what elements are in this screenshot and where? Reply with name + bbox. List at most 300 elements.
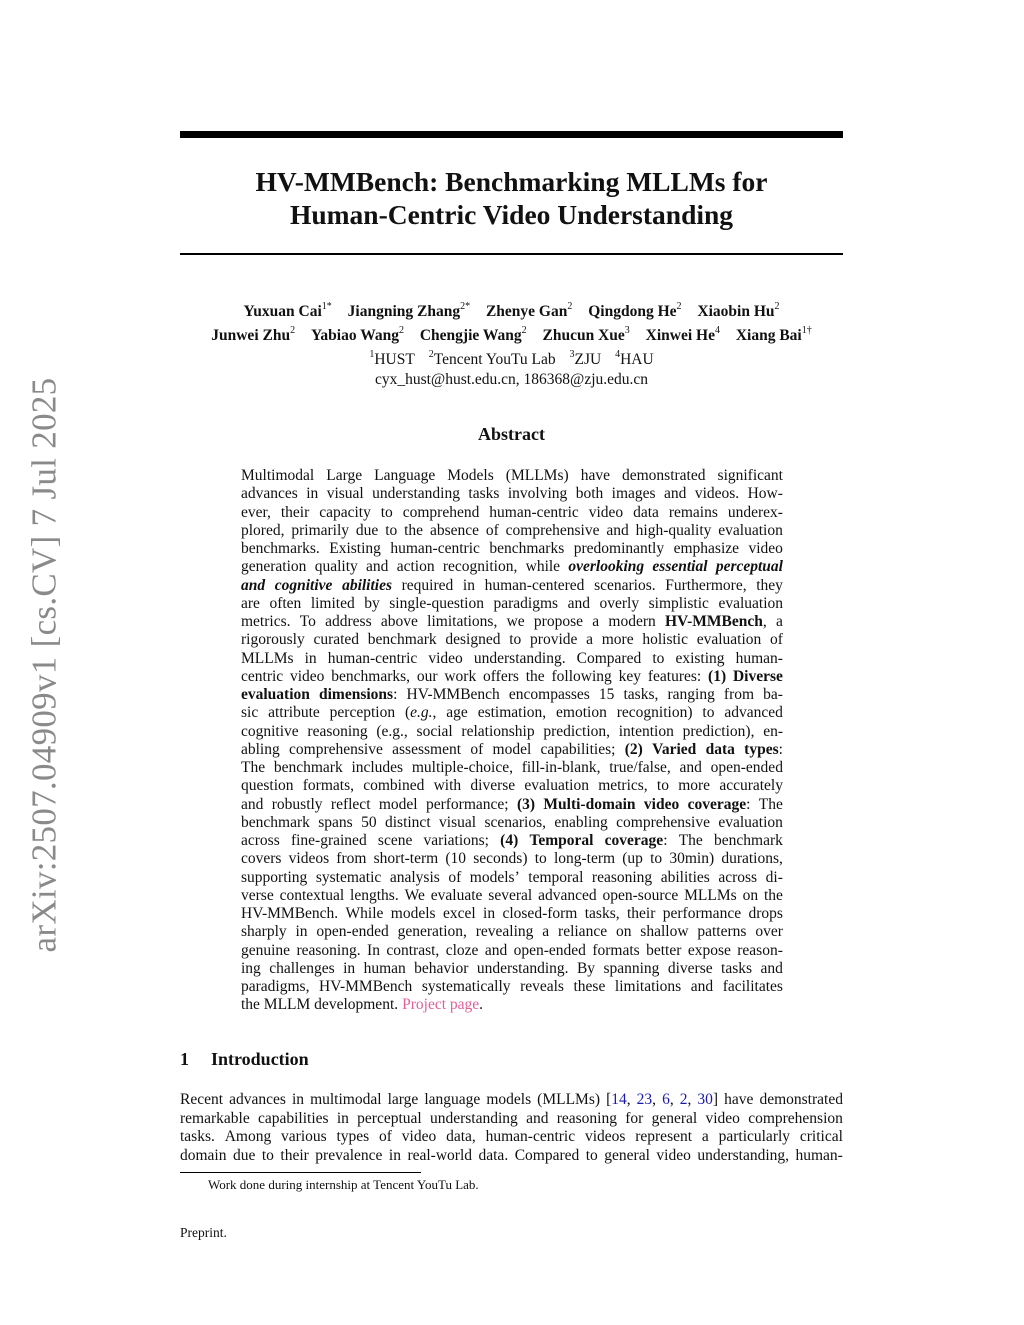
word: By — [576, 959, 596, 977]
word: performance; — [425, 795, 509, 813]
word: Models — [447, 467, 494, 484]
word: overlooking — [568, 558, 645, 576]
word: systematic — [315, 868, 382, 886]
word: emphasize — [673, 540, 740, 557]
word: reliance — [558, 923, 608, 941]
word: contrast, — [386, 941, 440, 959]
abstract-line — [241, 942, 783, 960]
word: predominantly — [573, 540, 665, 557]
word: How- — [747, 485, 783, 503]
word: scene — [377, 832, 413, 849]
word: HV-MMBench — [319, 978, 413, 995]
arxiv-identifier — [22, 377, 66, 953]
word: paradigms — [493, 594, 559, 612]
word: often — [269, 594, 302, 612]
word: durations, — [721, 850, 783, 868]
word: open-ended — [513, 941, 586, 959]
word: while — [525, 558, 561, 576]
word: a — [542, 923, 550, 941]
word: essential — [652, 558, 708, 576]
author: Qingdong He$^2$ — [588, 301, 682, 321]
word: relationship — [461, 722, 535, 740]
word: 2, — [679, 1091, 692, 1108]
word: evaluation — [524, 777, 589, 795]
word: centric — [241, 667, 284, 685]
word: (2) — [624, 740, 643, 758]
word: tasks — [721, 959, 753, 977]
word: short-term — [373, 850, 439, 868]
word: are — [241, 594, 260, 612]
abstract-line — [241, 796, 783, 814]
word: video — [428, 649, 463, 667]
word: evaluation — [718, 813, 783, 831]
word: tasks — [468, 485, 500, 503]
word: understanding. — [476, 959, 569, 977]
word: critical — [799, 1128, 843, 1145]
word: and — [484, 941, 508, 959]
word: videos — [288, 850, 330, 868]
author-row-1 — [150, 298, 873, 322]
word: (1) — [708, 667, 727, 685]
word: comprehension — [748, 1109, 843, 1127]
word: encompasses — [508, 686, 590, 703]
word: evaluation — [718, 594, 783, 612]
word: remains — [668, 503, 718, 521]
footnote: Work done during internship at Tencent YouTu Lab. — [208, 1177, 479, 1192]
word: their — [280, 503, 310, 521]
word: underex- — [727, 503, 783, 521]
word: capacity — [319, 503, 371, 521]
word: human- — [795, 1146, 843, 1164]
title-line: HV-MMBench: Benchmarking MLLMs for — [255, 166, 768, 197]
word: data — [633, 503, 659, 521]
word: advanced — [538, 886, 597, 904]
word: visual — [326, 485, 364, 503]
word: data. — [478, 1146, 509, 1164]
word: represent — [635, 1128, 693, 1145]
word: (up — [622, 850, 643, 868]
word: images — [611, 485, 656, 503]
word: understanding — [429, 1109, 518, 1127]
word: simplistic — [648, 594, 709, 612]
word: models’ — [469, 868, 520, 886]
word: to — [702, 704, 715, 722]
word: ba- — [763, 686, 783, 703]
word: in — [306, 485, 319, 503]
word: modern — [608, 613, 656, 630]
word: multimodal — [310, 1091, 382, 1108]
word: video — [643, 795, 680, 813]
intro-line — [180, 1091, 843, 1110]
abstract-line — [241, 540, 783, 558]
word: and — [241, 576, 266, 594]
abstract-body — [241, 467, 783, 1015]
word: their — [626, 905, 656, 922]
word: intention — [618, 722, 674, 740]
abstract-line — [241, 577, 783, 595]
word: visual — [439, 813, 477, 831]
word: of — [379, 1128, 392, 1145]
word: closed-form — [502, 905, 578, 922]
word: provide — [530, 631, 578, 649]
word: abilities — [660, 868, 710, 886]
word: and — [567, 594, 590, 612]
abstract-line — [241, 613, 783, 631]
word: from — [336, 850, 367, 868]
abstract-line — [241, 905, 783, 923]
word: evaluate — [430, 886, 483, 904]
word: to — [380, 503, 393, 521]
word: ing — [241, 959, 261, 977]
word: understanding. — [473, 649, 566, 667]
word: MLLMs — [241, 649, 294, 667]
word: more — [601, 631, 634, 649]
word: fine-grained — [290, 832, 367, 849]
word: have — [724, 1091, 754, 1108]
word: in — [343, 959, 356, 977]
abstract-line — [241, 723, 783, 741]
citation-link[interactable]: 6 — [662, 1091, 670, 1108]
word: sharply — [241, 923, 287, 941]
word: en- — [763, 722, 783, 740]
word: dimensions: — [319, 686, 398, 703]
word: spans — [318, 813, 353, 831]
word: of — [485, 521, 499, 539]
word: key — [618, 667, 642, 685]
word: formats — [592, 941, 640, 959]
affiliation: $^3$ZJU — [569, 349, 602, 369]
word: to — [656, 777, 669, 795]
word: human-centric — [327, 649, 418, 667]
abstract-line — [241, 777, 783, 795]
abstract-line — [241, 558, 783, 576]
word: single-question — [389, 594, 484, 612]
abstract-line — [241, 650, 783, 668]
abstract-line — [241, 814, 783, 832]
word: (3) — [516, 795, 536, 813]
word: advances — [241, 485, 298, 503]
word: 15 — [598, 686, 615, 703]
author-block — [150, 298, 873, 390]
word: advanced — [724, 704, 783, 722]
word: comprehensive — [289, 740, 383, 758]
word: benchmark — [367, 631, 437, 649]
section-heading — [180, 1049, 309, 1070]
word: significant — [717, 467, 783, 484]
word: limitations, — [427, 613, 498, 630]
word: and — [664, 485, 687, 503]
section-title: Introduction — [211, 1049, 309, 1069]
citation-link[interactable]: 23 — [636, 1091, 653, 1108]
word: diverse — [667, 959, 713, 977]
word: to — [585, 1146, 598, 1164]
abstract-line — [241, 923, 783, 941]
word: di- — [765, 868, 783, 886]
word: comprehend — [402, 503, 480, 521]
word: metrics, — [598, 777, 648, 795]
word: advances — [229, 1091, 286, 1108]
word: model — [378, 795, 418, 813]
word: in — [483, 905, 496, 922]
word: domain — [180, 1146, 227, 1164]
word: several — [488, 886, 533, 904]
word: the — [404, 521, 424, 539]
word: 23, — [636, 1091, 657, 1108]
word: covers — [241, 850, 282, 868]
word: recognition) — [616, 704, 693, 722]
word: benchmarks, — [331, 667, 411, 685]
word: to — [534, 850, 547, 868]
word: above — [380, 613, 418, 630]
word: across — [718, 868, 758, 886]
citation-link[interactable]: 30 — [697, 1091, 713, 1108]
word: (4) — [500, 832, 519, 849]
author-row-2 — [150, 322, 873, 346]
word: age — [446, 704, 468, 722]
word: perceptual — [357, 1109, 422, 1127]
word: propose — [533, 613, 583, 630]
author: Yuxuan Cai$^{1*}$ — [243, 301, 332, 321]
word: for — [625, 1109, 644, 1127]
word: capabilities — [257, 1109, 329, 1127]
word: of — [448, 868, 462, 886]
word: (e.g., — [376, 722, 408, 740]
abstract-line — [241, 978, 783, 996]
word: models — [390, 905, 436, 922]
word: human-centric — [489, 503, 579, 521]
word: tasks. — [180, 1128, 215, 1145]
preprint-label: Preprint. — [180, 1225, 227, 1240]
word: human — [363, 959, 406, 977]
word: our — [416, 667, 438, 685]
word: data — [705, 740, 735, 758]
word: evaluation — [696, 631, 762, 649]
word: data, — [446, 1128, 476, 1145]
word: expose — [687, 941, 731, 959]
footnote-rule — [180, 1172, 421, 1173]
word: fill-in-blank, — [521, 759, 601, 776]
abstract-line — [241, 741, 783, 759]
word: (10 — [445, 850, 467, 868]
word: they — [756, 576, 783, 594]
word: videos. — [694, 485, 740, 503]
word: The — [241, 759, 266, 776]
word: scenarios. — [594, 576, 656, 594]
word: generation, — [397, 923, 467, 941]
word: the — [525, 667, 545, 685]
word: reason- — [737, 941, 783, 959]
word: involving — [507, 485, 568, 503]
word: benchmark — [273, 759, 343, 776]
word: abilities — [342, 576, 393, 594]
word: robustly — [271, 795, 323, 813]
word: both — [575, 485, 604, 503]
word: Temporal — [529, 832, 594, 849]
word: shallow — [640, 923, 689, 941]
word: a — [592, 613, 600, 630]
word: benchmarks. — [241, 540, 320, 557]
title-line: Human-Centric Video Understanding — [289, 199, 734, 230]
word: In — [367, 941, 380, 959]
word: understanding, — [697, 1146, 790, 1164]
word: drops — [748, 905, 783, 922]
word: better — [646, 941, 682, 959]
word: 6, — [662, 1091, 674, 1108]
citation-link[interactable]: 2 — [679, 1091, 688, 1108]
abstract-line — [241, 850, 783, 868]
word: curated — [313, 631, 360, 649]
word: limitations — [614, 978, 682, 995]
word: perception — [329, 704, 396, 722]
word: patterns — [697, 923, 747, 941]
abstract-line — [241, 960, 783, 978]
word: open-ended — [710, 759, 783, 776]
word: cloze — [445, 941, 479, 959]
word: benchmark — [241, 813, 310, 831]
word: model — [492, 740, 532, 758]
word: models — [486, 1091, 532, 1108]
word: revealing — [475, 923, 534, 941]
word: performance — [662, 905, 742, 922]
word: scenarios, — [484, 813, 546, 831]
word: The — [678, 832, 703, 849]
word: cognitive — [274, 576, 333, 594]
word: to — [509, 631, 522, 649]
word: (MLLMs) — [505, 467, 569, 484]
word: to — [261, 1146, 274, 1164]
word: 30min) — [669, 850, 715, 868]
word: reasoning — [556, 1109, 617, 1127]
word: true/false, — [609, 759, 671, 776]
word: work — [444, 667, 477, 685]
word: plored, — [241, 521, 285, 539]
word: real-world — [407, 1146, 473, 1164]
word: HV-MMBench. — [241, 905, 339, 922]
word: offers — [483, 667, 519, 685]
abstract-line — [241, 832, 783, 850]
word: Recent — [180, 1091, 224, 1108]
word: human- — [735, 649, 783, 667]
arxiv-identifier-text: arXiv:2507.04909v1 [cs.CV] 7 Jul 2025 — [24, 377, 64, 953]
word: contextual — [279, 886, 345, 904]
word: (MLLMs) — [537, 1091, 601, 1108]
word: and — [690, 978, 714, 995]
word: question — [241, 777, 294, 795]
intro-line — [180, 1128, 843, 1147]
introduction-body — [180, 1091, 843, 1165]
affiliation: $^1$HUST — [369, 349, 415, 369]
citation-link[interactable]: 14 — [611, 1091, 627, 1108]
word: over — [755, 923, 783, 941]
word: facilitates — [722, 978, 783, 995]
word: in — [291, 1091, 305, 1108]
word: To — [299, 613, 316, 630]
word: and — [241, 795, 264, 813]
word: and — [760, 959, 783, 977]
word: designed — [445, 631, 501, 649]
word: lengths. — [350, 886, 399, 904]
word: emotion — [556, 704, 607, 722]
abstract-line — [241, 467, 783, 485]
contact-emails: cyx_hust@hust.edu.cn, 186368@zju.edu.cn — [374, 371, 649, 389]
word: comprehensive — [505, 521, 600, 539]
word: benchmarks — [489, 540, 565, 557]
title-top-rule — [180, 131, 843, 138]
word: reasoning — [307, 722, 368, 740]
project-page-link[interactable]: Project page — [402, 996, 480, 1014]
word: these — [573, 978, 606, 995]
word: 50 — [361, 813, 377, 831]
word: tasks, — [623, 686, 659, 703]
word: large — [387, 1091, 419, 1108]
word: Language — [374, 467, 436, 484]
word: verse — [241, 886, 274, 904]
word: accurately — [719, 777, 783, 795]
word: open-source — [602, 886, 679, 904]
abstract-line — [241, 704, 783, 722]
word: long-term — [553, 850, 616, 868]
word: to — [650, 850, 663, 868]
word: a — [701, 1128, 709, 1145]
word: by — [364, 594, 380, 612]
word: absence — [429, 521, 479, 539]
word: existing — [675, 649, 725, 667]
word: action — [396, 558, 435, 576]
word: metrics. — [241, 613, 291, 630]
author: Yabiao Wang$^2$ — [310, 325, 404, 345]
word: Furthermore, — [665, 576, 747, 594]
word: coverage: — [604, 832, 668, 849]
word: abling — [241, 740, 280, 758]
word: comprehensive — [616, 813, 710, 831]
word: combined — [363, 777, 425, 795]
word: video — [401, 1128, 437, 1145]
abstract-line — [241, 668, 783, 686]
word: Varied — [652, 740, 697, 758]
word: and — [606, 521, 629, 539]
word: general — [651, 1109, 698, 1127]
word: excel — [442, 905, 476, 922]
abstract-heading: Abstract — [478, 424, 545, 444]
word: limited — [310, 594, 355, 612]
word: recognition, — [442, 558, 518, 576]
word: remarkable — [180, 1109, 250, 1127]
word: reveals — [520, 978, 564, 995]
word: features: — [647, 667, 702, 685]
word: of — [470, 740, 484, 758]
word: video — [290, 667, 325, 685]
word: video — [656, 1146, 691, 1164]
word: prediction), — [682, 722, 755, 740]
word: coverage: — [687, 795, 751, 813]
word: to — [652, 649, 665, 667]
abstract-line — [241, 887, 783, 905]
word: following — [551, 667, 612, 685]
word: We — [404, 886, 425, 904]
word: of — [770, 631, 783, 649]
intro-line — [180, 1110, 843, 1129]
word: address — [325, 613, 372, 630]
word: While — [345, 905, 384, 922]
word: more — [678, 777, 711, 795]
word: formats, — [302, 777, 354, 795]
word: particularly — [718, 1128, 791, 1145]
word: challenges — [269, 959, 335, 977]
word: general — [604, 1146, 650, 1164]
word: HV-MMBench, — [665, 613, 767, 630]
word: prediction, — [543, 722, 611, 740]
abstract-line — [241, 631, 783, 649]
